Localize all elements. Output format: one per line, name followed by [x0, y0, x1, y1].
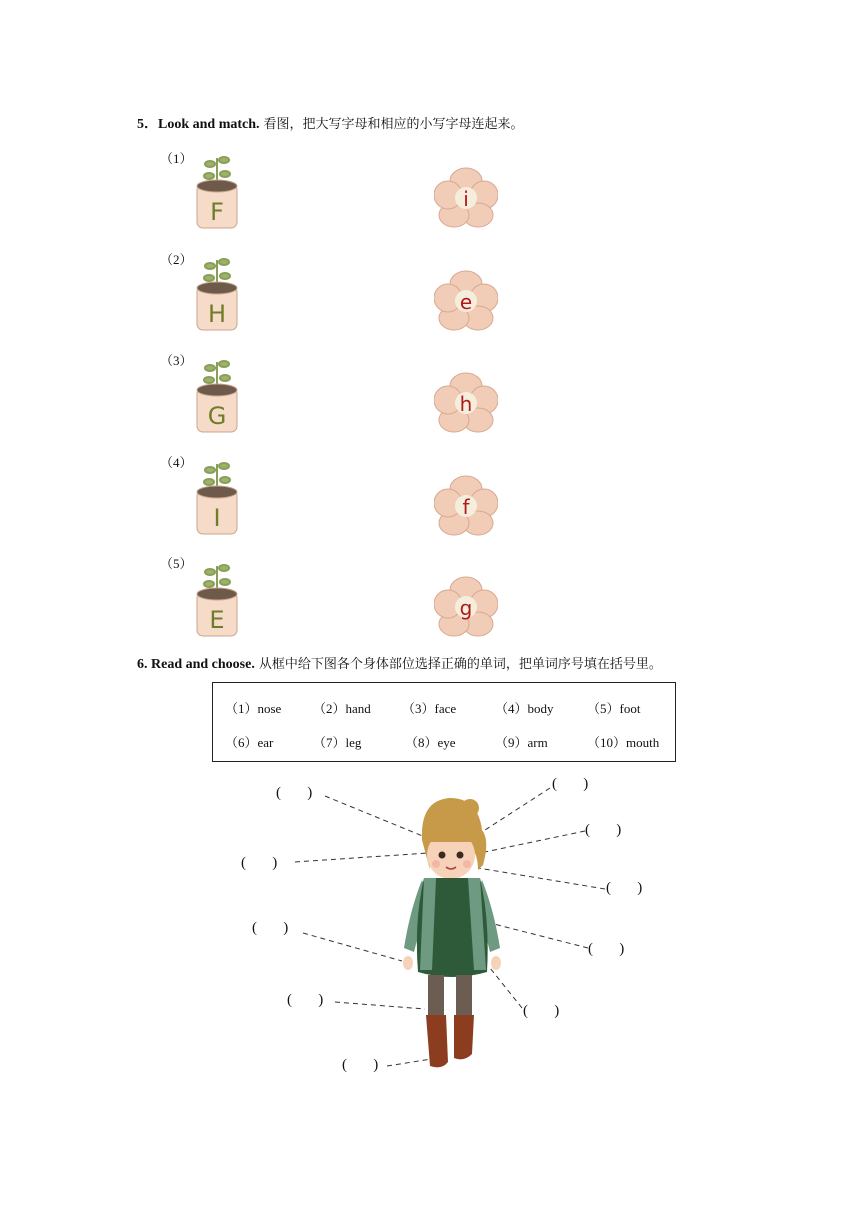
word-option: （5）foot — [587, 701, 641, 716]
lowercase-letter: f — [462, 495, 470, 519]
item-number-2: （2） — [160, 252, 193, 267]
item-number-1: （1） — [160, 151, 193, 166]
item-number-3: （3） — [160, 353, 193, 368]
flower-5 — [434, 576, 498, 638]
answer-bracket[interactable]: ( ) — [585, 822, 622, 838]
word-option: （3）face — [402, 701, 457, 716]
answer-bracket[interactable]: ( ) — [276, 785, 313, 801]
word-option: （1）nose — [225, 701, 282, 716]
answer-bracket[interactable]: ( ) — [552, 776, 589, 792]
answer-bracket[interactable]: ( ) — [241, 855, 278, 871]
lowercase-letter: h — [459, 392, 473, 416]
question-6-title-cn: 从框中给下图各个身体部位选择正确的单词，把单词序号填在括号里。 — [258, 657, 662, 672]
item-number-5: （5） — [160, 556, 193, 571]
question-6-title — [137, 653, 662, 673]
flower-1 — [434, 167, 498, 229]
word-option: （10）mouth — [587, 735, 660, 750]
question-5-title — [137, 113, 524, 133]
word-option: （8）eye — [405, 735, 456, 750]
answer-bracket[interactable]: ( ) — [606, 880, 643, 896]
plant-pot-4 — [190, 456, 244, 538]
flower-3 — [434, 372, 498, 434]
foot — [426, 1015, 448, 1067]
plant-pot-3 — [190, 354, 244, 436]
lowercase-letter: g — [459, 596, 473, 620]
girl-illustration — [0, 770, 860, 1090]
word-option: （6）ear — [225, 735, 274, 750]
plant-pot-2 — [190, 252, 244, 334]
answer-bracket[interactable]: ( ) — [342, 1057, 379, 1073]
hand — [403, 956, 413, 970]
word-option: （4）body — [495, 701, 554, 716]
plant-pot-1 — [190, 150, 244, 232]
lowercase-letter: i — [463, 187, 469, 211]
item-number-4: （4） — [160, 455, 193, 470]
word-option: （2）hand — [313, 701, 371, 716]
question-5-title-en: 5．Look and match. — [137, 117, 260, 132]
uppercase-letter: E — [209, 606, 225, 634]
eye — [439, 852, 446, 859]
answer-bracket[interactable]: ( ) — [523, 1003, 560, 1019]
uppercase-letter: F — [210, 198, 224, 226]
question-5-title-cn: 看图，把大写字母和相应的小写字母连起来。 — [263, 117, 524, 132]
word-option: （7）leg — [313, 735, 362, 750]
answer-bracket[interactable]: ( ) — [287, 992, 324, 1008]
answer-bracket[interactable]: ( ) — [252, 920, 289, 936]
word-option: （9）arm — [495, 735, 548, 750]
uppercase-letter: G — [207, 402, 227, 430]
lowercase-letter: e — [459, 290, 473, 314]
word-bank-box — [212, 682, 676, 762]
question-6-title-en: 6. Read and choose. — [137, 657, 255, 672]
uppercase-letter: H — [207, 300, 227, 328]
flower-4 — [434, 475, 498, 537]
answer-bracket[interactable]: ( ) — [588, 941, 625, 957]
flower-2 — [434, 270, 498, 332]
uppercase-letter: I — [213, 504, 221, 532]
plant-pot-5 — [190, 558, 244, 640]
